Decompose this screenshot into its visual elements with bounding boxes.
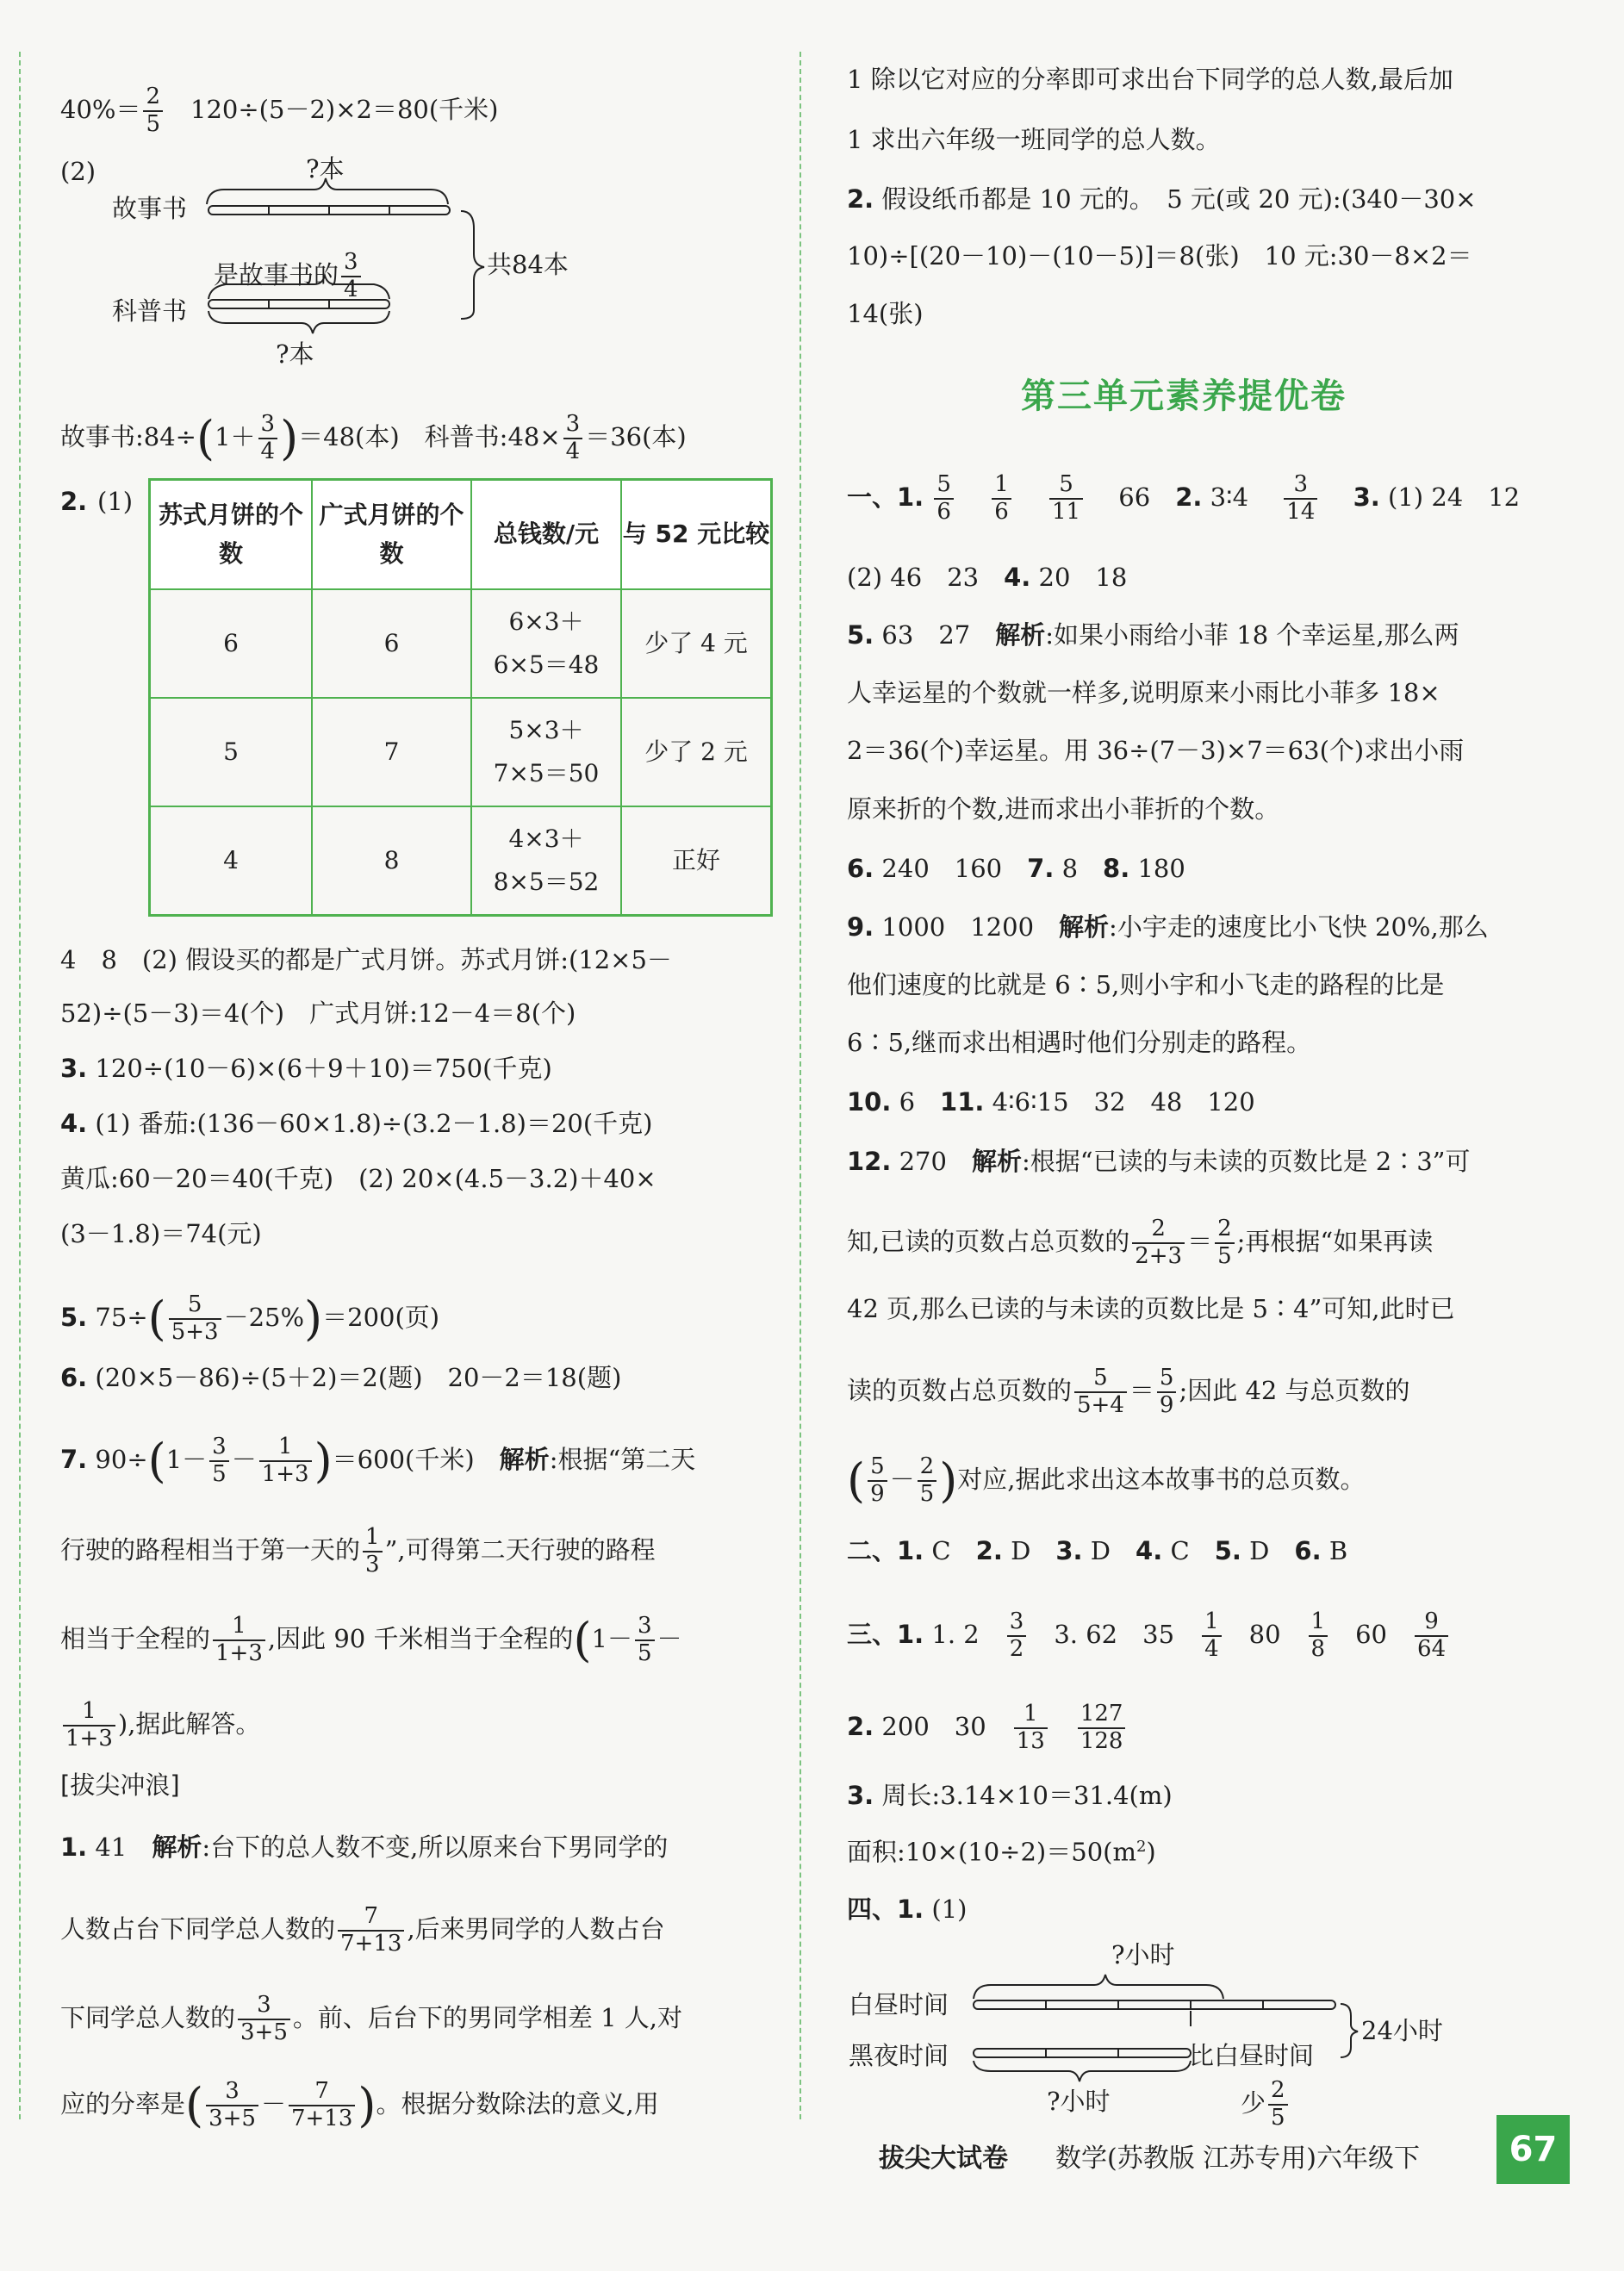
unit-3-title: 第三单元素养提优卷	[1021, 376, 1347, 416]
part-1-line-2: (2) 46 23 4. 20 18	[847, 563, 1128, 592]
right-line-5: 14(张)	[847, 299, 924, 328]
story-book-label: 故事书	[112, 194, 188, 223]
center-divider-rule	[800, 52, 801, 2119]
table-cell: 5	[150, 698, 313, 806]
table-cell: 少了 4 元	[621, 589, 772, 698]
fraction: $\frac{5}{5+4}$	[1074, 1366, 1127, 1419]
question-7-line-4: $\frac{1}{1+3}$ ),据此解答。	[60, 1699, 260, 1752]
right-line-s10: 6∶5,继而求出相遇时他们分别走的路程。	[847, 1028, 1312, 1057]
table-cell: 7	[312, 698, 471, 806]
right-line-4: 10)÷[(20－10)－(10－5)]＝8(张) 10 元:30－8×2＝	[847, 241, 1472, 271]
less-fraction-label: 少 $\frac{2}{5}$	[1241, 2078, 1291, 2131]
question-12-right: 12. 270 解析:根据“已读的与未读的页数比是 2∶3”可	[847, 1147, 1471, 1176]
challenge-1-line-2: 人数占台下同学总人数的 $\frac{7}{7+13}$ ,后来男同学的人数占台	[60, 1903, 665, 1957]
fraction: $\frac{5}{11}$	[1049, 472, 1083, 526]
left-margin-rule	[19, 52, 21, 2119]
question-5-right: 5. 63 27 解析:如果小雨给小菲 18 个幸运星,那么两	[847, 620, 1459, 650]
left-line-5: 4 8 (2) 假设买的都是广式月饼。苏式月饼:(12×5－	[60, 945, 672, 974]
book-subtitle: 数学(苏教版 江苏专用)六年级下	[1055, 2143, 1420, 2174]
right-line-s6: 原来折的个数,进而求出小菲折的个数。	[847, 794, 1280, 824]
fraction: $\frac{1}{13}$	[1014, 1702, 1048, 1755]
right-line-s16: ( $\frac{5}{9}$ － $\frac{2}{5}$ )对应,据此求出这本故事书的总页数。	[847, 1453, 1366, 1508]
page-number: 67	[1496, 2115, 1570, 2184]
diagram-bottom-label: ?小时	[1047, 2087, 1111, 2116]
science-book-label: 科普书	[112, 296, 188, 326]
fraction: $\frac{3}{3+5}$	[206, 2079, 258, 2132]
fraction: $\frac{1}{3}$	[363, 1525, 383, 1578]
fraction: $\frac{9}{64}$	[1415, 1609, 1448, 1663]
fraction: $\frac{2}{2+3}$	[1132, 1216, 1185, 1270]
left-line-1: 40%＝ $\frac{2}{5}$ 120÷(5－2)×2＝80(千米)	[60, 84, 499, 137]
fraction: $\frac{3}{4}$	[563, 412, 583, 465]
question-4-line-2: 黄瓜:60－20＝40(千克) (2) 20×(4.5－3.2)＋40×	[60, 1164, 656, 1193]
part-1-line-1: 一、1. $\frac{5}{6}$ $\frac{1}{6}$ $\frac{5}{11}$ 66 2. 3∶4 $\frac{3}{14}$ 3. (1) 24 12	[847, 471, 1521, 525]
right-line-s13: 知,已读的页数占总页数的 $\frac{2}{2+3}$ ＝ $\frac{2}{5}$ ;再根据“如果再读	[847, 1216, 1434, 1269]
part-2-label: (2)	[60, 157, 96, 186]
right-question-2: 2. 假设纸币都是 10 元的。 5 元(或 20 元):(340－30×	[847, 184, 1477, 214]
fraction: $\frac{7}{7+13}$	[338, 1904, 404, 1957]
fraction: $\frac{127}{128}$	[1078, 1702, 1126, 1755]
right-line-s9: 他们速度的比就是 6∶5,则小宇和小飞走的路程的比是	[847, 970, 1445, 999]
fraction: $\frac{5}{9}$	[868, 1454, 887, 1508]
right-line-s4: 人幸运星的个数就一样多,说明原来小雨比小菲多 18×	[847, 678, 1440, 707]
part-3-line-1: 三、1. 1. 2 $\frac{3}{2}$ 3. 62 35 $\frac{1}{4}$ 80 $\frac{1}{8}$ 60 $\frac{9}{64}$	[847, 1609, 1451, 1663]
left-line-3: 故事书:84÷(1＋ $\frac{3}{4}$ )＝48(本) 科普书:48× $\frac{3}{4}$ ＝36(本)	[60, 410, 687, 465]
question-5: 5. 75÷( $\frac{5}{5+3}$ －25%)＝200(页)	[60, 1291, 440, 1346]
diagram-top-label: ?本	[306, 154, 345, 184]
table-row	[150, 589, 772, 698]
table-header: 广式月饼的个数	[312, 480, 471, 590]
right-line-s5: 2＝36(个)幸运星。用 36÷(7－3)×7＝63(个)求出小雨	[847, 736, 1465, 765]
fraction: $\frac{5}{5+3}$	[169, 1292, 221, 1346]
question-7-line-2: 行驶的路程相当于第一天的 $\frac{1}{3}$ ”,可得第二天行驶的路程	[60, 1524, 656, 1577]
question-2-number: 2.	[60, 487, 88, 516]
part-3-line-3: 3. 周长:3.14×10＝31.4(m)	[847, 1781, 1173, 1810]
table-header: 苏式月饼的个数	[150, 480, 313, 590]
table-row	[150, 698, 772, 806]
fraction: $\frac{1}{4}$	[1202, 1609, 1222, 1663]
diagram-top-label: ?小时	[1111, 1940, 1175, 1969]
fraction: $\frac{3}{14}$	[1284, 472, 1317, 526]
right-line-1: 1 除以它对应的分率即可求出台下同学的总人数,最后加	[847, 65, 1453, 94]
table-cell: 4×3＋ 8×5＝52	[471, 806, 621, 916]
fraction: $\frac{2}{5}$	[143, 84, 163, 138]
fraction: $\frac{2}{5}$	[1268, 2078, 1288, 2131]
section-tag: [拔尖冲浪]	[60, 1770, 180, 1800]
table-header: 与 52 元比较	[621, 480, 772, 590]
challenge-1: 1. 41 解析:台下的总人数不变,所以原来台下男同学的	[60, 1832, 669, 1862]
part-2-answers: 二、1. C 2. D 3. D 4. C 5. D 6. B	[847, 1536, 1348, 1565]
fraction: $\frac{1}{1+3}$	[259, 1434, 312, 1488]
part-3-line-2: 2. 200 30 $\frac{1}{13}$ $\frac{127}{128}$	[847, 1702, 1128, 1755]
table-header-row	[150, 480, 772, 590]
question-7-line-3: 相当于全程的 $\frac{1}{1+3}$ ,因此 90 千米相当于全程的(1－ $\frac{3}{5}$ －	[60, 1612, 682, 1667]
fraction: $\frac{3}{4}$	[258, 412, 278, 465]
fraction: $\frac{7}{7+13}$	[289, 2079, 355, 2132]
question-2-sub: (1)	[97, 487, 134, 516]
table-header: 总钱数/元	[471, 480, 621, 590]
fraction: $\frac{5}{9}$	[1157, 1366, 1177, 1419]
table-cell: 5×3＋ 7×5＝50	[471, 698, 621, 806]
fraction: $\frac{1}{1+3}$	[213, 1614, 265, 1667]
table-cell: 6	[312, 589, 471, 698]
question-4: 4. (1) 番茄:(136－60×1.8)÷(3.2－1.8)＝20(千克)	[60, 1109, 653, 1138]
question-7: 7. 90÷(1－ $\frac{3}{5}$ － $\frac{1}{1+3}$ )＝600(千米) 解析:根据“第二天	[60, 1433, 696, 1488]
question-4-line-3: (3－1.8)＝74(元)	[60, 1219, 262, 1248]
mooncake-table	[148, 478, 773, 917]
right-line-s11: 10. 6 11. 4∶6∶15 32 48 120	[847, 1087, 1255, 1117]
fraction: $\frac{1}{1+3}$	[63, 1699, 115, 1752]
right-line-2: 1 求出六年级一班同学的总人数。	[847, 125, 1221, 154]
fraction: $\frac{1}{6}$	[992, 472, 1011, 526]
table-cell: 少了 2 元	[621, 698, 772, 806]
left-line-6: 52)÷(5－3)＝4(个) 广式月饼:12－4＝8(个)	[60, 999, 576, 1028]
fraction: $\frac{3}{5}$	[635, 1614, 655, 1667]
right-line-s14: 42 页,那么已读的与未读的页数比是 5∶4”可知,此时已	[847, 1294, 1455, 1323]
book-title: 拔尖大试卷	[879, 2143, 1008, 2174]
part-3-line-4: 面积$:10\times(10\div 2)=50(m^2)$	[847, 1837, 1156, 1867]
question-9-right: 9. 1000 1200 解析:小宇走的速度比小飞快 20%,那么	[847, 912, 1489, 942]
fraction: $\frac{3}{4}$	[341, 250, 361, 303]
right-line-s7: 6. 240 160 7. 8 8. 180	[847, 854, 1185, 883]
fraction: $\frac{1}{8}$	[1309, 1609, 1328, 1663]
right-line-s15: 读的页数占总页数的 $\frac{5}{5+4}$ ＝ $\frac{5}{9}$ ;因此 42 与总页数的	[847, 1365, 1410, 1418]
table-cell: 8	[312, 806, 471, 916]
total-hours-label: 24小时	[1361, 2016, 1443, 2045]
challenge-1-line-3: 下同学总人数的 $\frac{3}{3+5}$ 。前、后台下的男同学相差 1 人,对	[60, 1992, 682, 2045]
fraction: $\frac{5}{6}$	[934, 472, 954, 526]
fraction: $\frac{3}{5}$	[209, 1434, 229, 1488]
table-cell: 正好	[621, 806, 772, 916]
nighttime-label: 黑夜时间	[849, 2041, 949, 2070]
daytime-label: 白昼时间	[849, 1990, 949, 2019]
table-cell: 4	[150, 806, 313, 916]
table-cell: 6	[150, 589, 313, 698]
challenge-1-line-4: 应的分率是( $\frac{3}{3+5}$ － $\frac{7}{7+13}$ )。根据分数除法的意义,用	[60, 2077, 659, 2132]
fraction: $\frac{2}{5}$	[1215, 1216, 1235, 1270]
fraction: $\frac{3}{3+5}$	[238, 1993, 290, 2046]
diagram-total-label: 共84本	[487, 250, 569, 279]
table-cell: 6×3＋ 6×5＝48	[471, 589, 621, 698]
question-6: 6. (20×5－86)÷(5＋2)＝2(题) 20－2＝18(题)	[60, 1363, 622, 1392]
fraction: $\frac{3}{2}$	[1007, 1609, 1027, 1663]
diagram-mid-label: 是故事书的 $\frac{3}{4}$	[214, 250, 364, 303]
fraction: $\frac{2}{5}$	[918, 1454, 937, 1508]
table-row	[150, 806, 772, 916]
part-4-line-1: 四、1. (1)	[847, 1895, 968, 1924]
question-3: 3. 120÷(10－6)×(6＋9＋10)＝750(千克)	[60, 1054, 552, 1083]
diagram-bottom-label: ?本	[276, 339, 314, 369]
compare-label: 比白昼时间	[1189, 2041, 1315, 2070]
